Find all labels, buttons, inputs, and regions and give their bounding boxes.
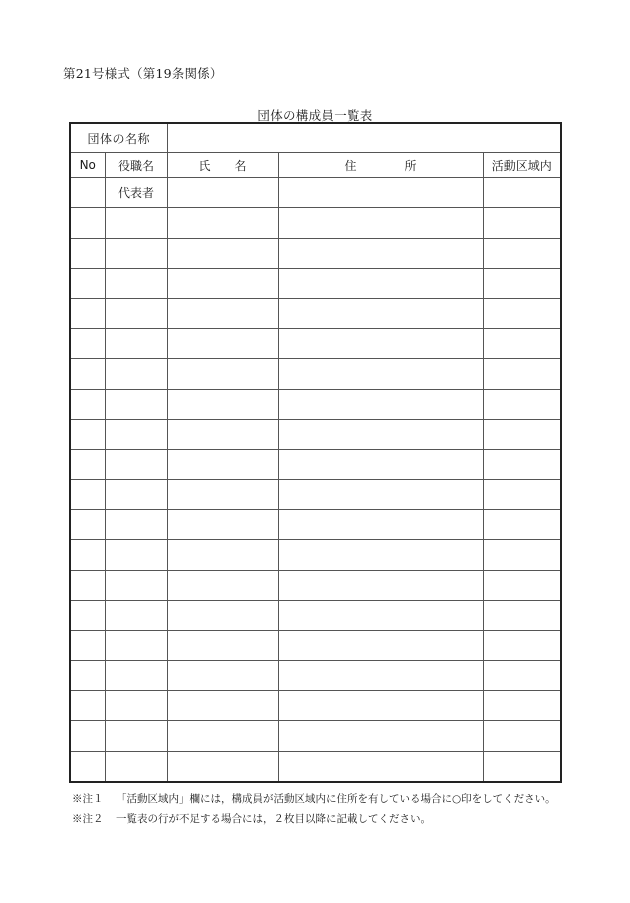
cell-name[interactable] — [167, 359, 278, 389]
cell-name[interactable] — [167, 630, 278, 660]
cell-address[interactable] — [278, 359, 483, 389]
table-row — [70, 449, 561, 479]
cell-name[interactable] — [167, 480, 278, 510]
cell-name[interactable] — [167, 510, 278, 540]
cell-address[interactable] — [278, 268, 483, 298]
cell-name[interactable] — [167, 389, 278, 419]
note-1 — [72, 789, 556, 809]
cell-activity-area[interactable] — [483, 540, 561, 570]
cell-no[interactable] — [70, 359, 105, 389]
cell-position[interactable] — [105, 630, 167, 660]
table-row — [70, 540, 561, 570]
table-row — [70, 178, 561, 208]
cell-address[interactable] — [278, 208, 483, 238]
cell-no[interactable] — [70, 329, 105, 359]
cell-address[interactable] — [278, 751, 483, 782]
cell-name[interactable] — [167, 449, 278, 479]
table-row — [70, 600, 561, 630]
cell-position[interactable] — [105, 570, 167, 600]
cell-address[interactable] — [278, 570, 483, 600]
table-row — [70, 751, 561, 782]
cell-activity-area[interactable] — [483, 510, 561, 540]
cell-no[interactable] — [70, 751, 105, 782]
cell-no[interactable] — [70, 178, 105, 208]
cell-position[interactable] — [105, 268, 167, 298]
cell-activity-area[interactable] — [483, 721, 561, 751]
table-row — [70, 208, 561, 238]
cell-activity-area[interactable] — [483, 238, 561, 268]
cell-position[interactable] — [105, 691, 167, 721]
cell-position[interactable] — [105, 721, 167, 751]
cell-activity-area[interactable] — [483, 268, 561, 298]
cell-name[interactable] — [167, 299, 278, 329]
cell-position[interactable] — [105, 600, 167, 630]
cell-name[interactable] — [167, 329, 278, 359]
cell-activity-area[interactable] — [483, 600, 561, 630]
cell-address[interactable] — [278, 178, 483, 208]
cell-no[interactable] — [70, 208, 105, 238]
table-row — [70, 661, 561, 691]
cell-no[interactable] — [70, 661, 105, 691]
header-no: No — [70, 153, 105, 178]
header-row — [70, 153, 561, 178]
group-name-row — [70, 123, 561, 153]
cell-activity-area[interactable] — [483, 480, 561, 510]
cell-name[interactable] — [167, 208, 278, 238]
cell-name[interactable] — [167, 540, 278, 570]
group-name-field[interactable] — [167, 123, 561, 153]
cell-address[interactable] — [278, 510, 483, 540]
table-row — [70, 691, 561, 721]
cell-no[interactable] — [70, 540, 105, 570]
cell-no[interactable] — [70, 238, 105, 268]
cell-address[interactable] — [278, 480, 483, 510]
table-row — [70, 389, 561, 419]
cell-no[interactable] — [70, 510, 105, 540]
cell-address[interactable] — [278, 299, 483, 329]
cell-name[interactable] — [167, 570, 278, 600]
cell-no[interactable] — [70, 449, 105, 479]
table-row — [70, 329, 561, 359]
cell-position[interactable] — [105, 480, 167, 510]
cell-position[interactable] — [105, 238, 167, 268]
cell-name[interactable] — [167, 691, 278, 721]
cell-name[interactable] — [167, 268, 278, 298]
cell-no[interactable] — [70, 389, 105, 419]
cell-no[interactable] — [70, 480, 105, 510]
cell-activity-area[interactable] — [483, 178, 561, 208]
cell-no[interactable] — [70, 570, 105, 600]
cell-position[interactable] — [105, 449, 167, 479]
note-1-marker: ※注１ — [72, 793, 104, 805]
note-2 — [72, 809, 556, 829]
cell-position[interactable] — [105, 661, 167, 691]
cell-activity-area[interactable] — [483, 449, 561, 479]
cell-position[interactable] — [105, 540, 167, 570]
table-row — [70, 359, 561, 389]
cell-activity-area[interactable] — [483, 630, 561, 660]
cell-address[interactable] — [278, 419, 483, 449]
cell-position: 代表者 — [105, 178, 167, 208]
table-row — [70, 238, 561, 268]
cell-position[interactable] — [105, 389, 167, 419]
cell-position[interactable] — [105, 419, 167, 449]
cell-address[interactable] — [278, 540, 483, 570]
cell-position[interactable] — [105, 751, 167, 782]
cell-position[interactable] — [105, 359, 167, 389]
cell-no[interactable] — [70, 691, 105, 721]
group-name-label: 団体の名称 — [70, 123, 167, 153]
cell-name[interactable] — [167, 661, 278, 691]
cell-activity-area[interactable] — [483, 570, 561, 600]
cell-no[interactable] — [70, 630, 105, 660]
table-row — [70, 570, 561, 600]
cell-activity-area[interactable] — [483, 359, 561, 389]
table-row — [70, 510, 561, 540]
cell-name[interactable] — [167, 751, 278, 782]
note-2-text: 一覧表の行が不足する場合には，２枚目以降に記載してください。 — [116, 813, 431, 825]
table-row — [70, 630, 561, 660]
member-roster-table — [69, 122, 562, 783]
cell-activity-area[interactable] — [483, 691, 561, 721]
cell-position[interactable] — [105, 299, 167, 329]
cell-no[interactable] — [70, 268, 105, 298]
cell-no[interactable] — [70, 600, 105, 630]
header-address: 住 所 — [278, 153, 483, 178]
note-2-marker: ※注２ — [72, 813, 104, 825]
cell-address[interactable] — [278, 661, 483, 691]
cell-address[interactable] — [278, 721, 483, 751]
cell-position[interactable] — [105, 208, 167, 238]
table-row — [70, 721, 561, 751]
cell-address[interactable] — [278, 691, 483, 721]
table-row — [70, 299, 561, 329]
cell-name[interactable] — [167, 600, 278, 630]
notes — [72, 789, 556, 829]
cell-activity-area[interactable] — [483, 661, 561, 691]
cell-name[interactable] — [167, 238, 278, 268]
cell-activity-area[interactable] — [483, 389, 561, 419]
cell-no[interactable] — [70, 721, 105, 751]
cell-position[interactable] — [105, 329, 167, 359]
cell-no[interactable] — [70, 299, 105, 329]
cell-address[interactable] — [278, 449, 483, 479]
cell-position[interactable] — [105, 510, 167, 540]
cell-address[interactable] — [278, 238, 483, 268]
cell-address[interactable] — [278, 389, 483, 419]
cell-activity-area[interactable] — [483, 419, 561, 449]
note-1-text: 「活動区域内」欄には，構成員が活動区域内に住所を有している場合に○印をしてください。 — [116, 793, 556, 805]
header-position: 役職名 — [105, 153, 167, 178]
header-name: 氏 名 — [167, 153, 278, 178]
table-row — [70, 268, 561, 298]
cell-name[interactable] — [167, 419, 278, 449]
cell-address[interactable] — [278, 329, 483, 359]
cell-name[interactable] — [167, 721, 278, 751]
header-activity-area: 活動区域内 — [483, 153, 561, 178]
cell-no[interactable] — [70, 419, 105, 449]
cell-address[interactable] — [278, 600, 483, 630]
form-number: 第21号様式（第19条関係） — [63, 66, 223, 81]
cell-name[interactable] — [167, 178, 278, 208]
table-row — [70, 480, 561, 510]
cell-activity-area[interactable] — [483, 329, 561, 359]
cell-activity-area[interactable] — [483, 208, 561, 238]
document-title: 団体の構成員一覧表 — [257, 108, 373, 123]
cell-address[interactable] — [278, 630, 483, 660]
cell-activity-area[interactable] — [483, 751, 561, 782]
table-row — [70, 419, 561, 449]
cell-activity-area[interactable] — [483, 299, 561, 329]
